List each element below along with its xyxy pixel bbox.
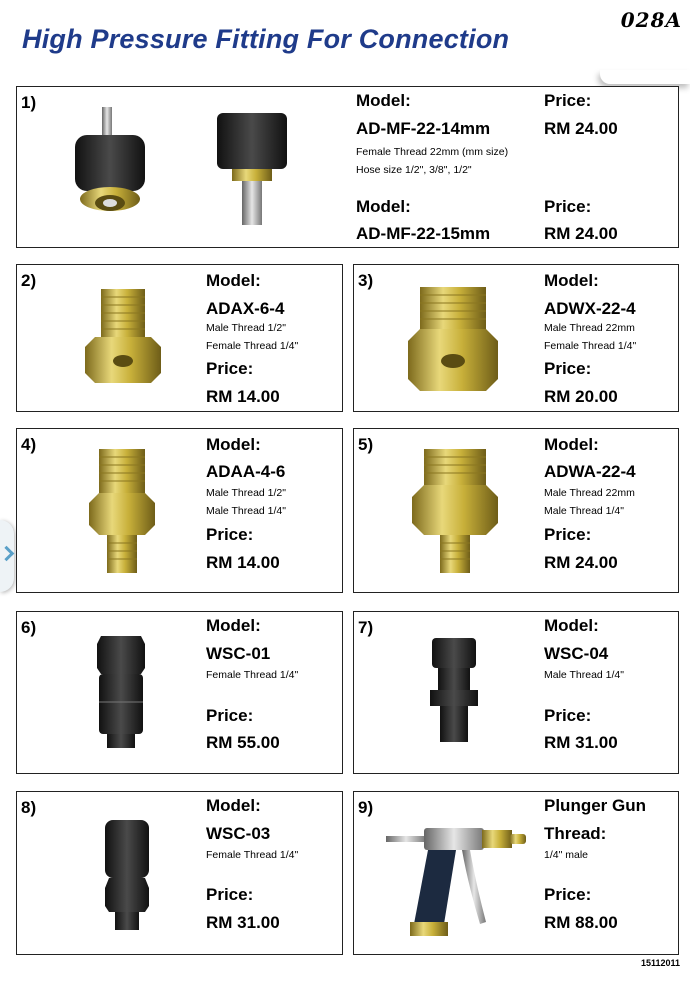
document-code: 15112011 bbox=[640, 958, 680, 968]
spec-line: Female Thread 1/4" bbox=[544, 340, 637, 352]
product-card-4 bbox=[16, 428, 343, 593]
product-card-7 bbox=[353, 611, 679, 774]
model-label: Model: bbox=[544, 271, 599, 290]
quick-plug-image bbox=[422, 636, 486, 748]
plunger-gun-image bbox=[384, 814, 534, 944]
quick-coupler-image bbox=[93, 632, 149, 752]
price-value: RM 88.00 bbox=[544, 913, 618, 932]
spec-line: Female Thread 1/4" bbox=[206, 340, 299, 352]
price-label: Price: bbox=[544, 885, 592, 904]
item-number: 2) bbox=[21, 271, 37, 290]
price-label: Price: bbox=[206, 706, 254, 725]
price-value: RM 55.00 bbox=[206, 733, 280, 752]
item-number: 5) bbox=[358, 435, 374, 454]
product-card-8 bbox=[16, 791, 343, 955]
price-label: Price: bbox=[544, 197, 592, 216]
spec-line: Male Thread 22mm bbox=[544, 487, 635, 499]
adaptor-image bbox=[83, 285, 163, 395]
model-value: WSC-04 bbox=[544, 644, 609, 663]
product-card-3 bbox=[353, 264, 679, 412]
model-value: WSC-01 bbox=[206, 644, 271, 663]
spec-line: Male Thread 22mm bbox=[544, 322, 635, 334]
model-label: Model: bbox=[544, 616, 599, 635]
nipple-adaptor-image bbox=[410, 447, 500, 577]
product-card-5 bbox=[353, 428, 679, 593]
price-label: Price: bbox=[544, 525, 592, 544]
spec-line: 1/4" male bbox=[544, 849, 588, 861]
price-value: RM 31.00 bbox=[206, 913, 280, 932]
adaptor-image bbox=[406, 283, 500, 397]
model-value: ADWX-22-4 bbox=[544, 299, 636, 318]
product-card-9 bbox=[353, 791, 679, 955]
spec-line: Female Thread 1/4" bbox=[206, 849, 299, 861]
model-label: Model: bbox=[206, 796, 261, 815]
product-card-1 bbox=[16, 86, 679, 248]
page-title: High Pressure Fitting For Connection bbox=[22, 24, 510, 54]
price-value: RM 24.00 bbox=[544, 119, 618, 138]
price-value: RM 14.00 bbox=[206, 553, 280, 572]
model-value: ADAX-6-4 bbox=[206, 299, 285, 318]
model-value: WSC-03 bbox=[206, 824, 271, 843]
price-label: Price: bbox=[206, 359, 254, 378]
female-coupler-image bbox=[65, 107, 155, 227]
side-expand-tab[interactable] bbox=[0, 520, 14, 592]
price-label: Price: bbox=[544, 706, 592, 725]
product-name: Plunger Gun bbox=[544, 796, 646, 815]
catalog-code: 028A bbox=[620, 8, 682, 32]
quick-coupler-image bbox=[99, 818, 155, 934]
item-number: 1) bbox=[21, 93, 37, 112]
item-number: 8) bbox=[21, 798, 37, 817]
price-value: RM 24.00 bbox=[544, 224, 618, 243]
spec-line: Male Thread 1/4" bbox=[544, 505, 624, 517]
model-label: Model: bbox=[356, 197, 411, 216]
nipple-adaptor-image bbox=[85, 447, 159, 577]
price-value: RM 20.00 bbox=[544, 387, 618, 406]
model-value: ADWA-22-4 bbox=[544, 462, 636, 481]
item-number: 4) bbox=[21, 435, 37, 454]
thread-label: Thread: bbox=[544, 824, 607, 843]
product-card-2 bbox=[16, 264, 343, 412]
spec-line: Hose size 1/2", 3/8", 1/2" bbox=[356, 164, 472, 176]
spec-line: Female Thread 1/4" bbox=[206, 669, 299, 681]
model-label: Model: bbox=[206, 271, 261, 290]
price-label: Price: bbox=[206, 885, 254, 904]
item-number: 9) bbox=[358, 798, 374, 817]
spec-line: Male Thread 1/2" bbox=[206, 322, 286, 334]
model-label: Model: bbox=[206, 616, 261, 635]
model-value: AD-MF-22-14mm bbox=[356, 119, 491, 138]
page-corner-tab bbox=[600, 70, 690, 84]
spec-line: Male Thread 1/4" bbox=[206, 505, 286, 517]
model-value: ADAA-4-6 bbox=[206, 462, 286, 481]
model-label: Model: bbox=[356, 91, 411, 110]
spec-line: Male Thread 1/4" bbox=[544, 669, 624, 681]
price-value: RM 14.00 bbox=[206, 387, 280, 406]
hose-coupler-image bbox=[212, 109, 292, 229]
price-label: Price: bbox=[206, 525, 254, 544]
model-label: Model: bbox=[544, 435, 599, 454]
item-number: 6) bbox=[21, 618, 37, 637]
model-value: AD-MF-22-15mm bbox=[356, 224, 491, 243]
price-value: RM 24.00 bbox=[544, 553, 618, 572]
product-card-6 bbox=[16, 611, 343, 774]
item-number: 3) bbox=[358, 271, 374, 290]
price-value: RM 31.00 bbox=[544, 733, 618, 752]
model-label: Model: bbox=[206, 435, 261, 454]
spec-line: Female Thread 22mm (mm size) bbox=[356, 146, 509, 158]
item-number: 7) bbox=[358, 618, 374, 637]
price-label: Price: bbox=[544, 91, 592, 110]
spec-line: Male Thread 1/2" bbox=[206, 487, 286, 499]
price-label: Price: bbox=[544, 359, 592, 378]
